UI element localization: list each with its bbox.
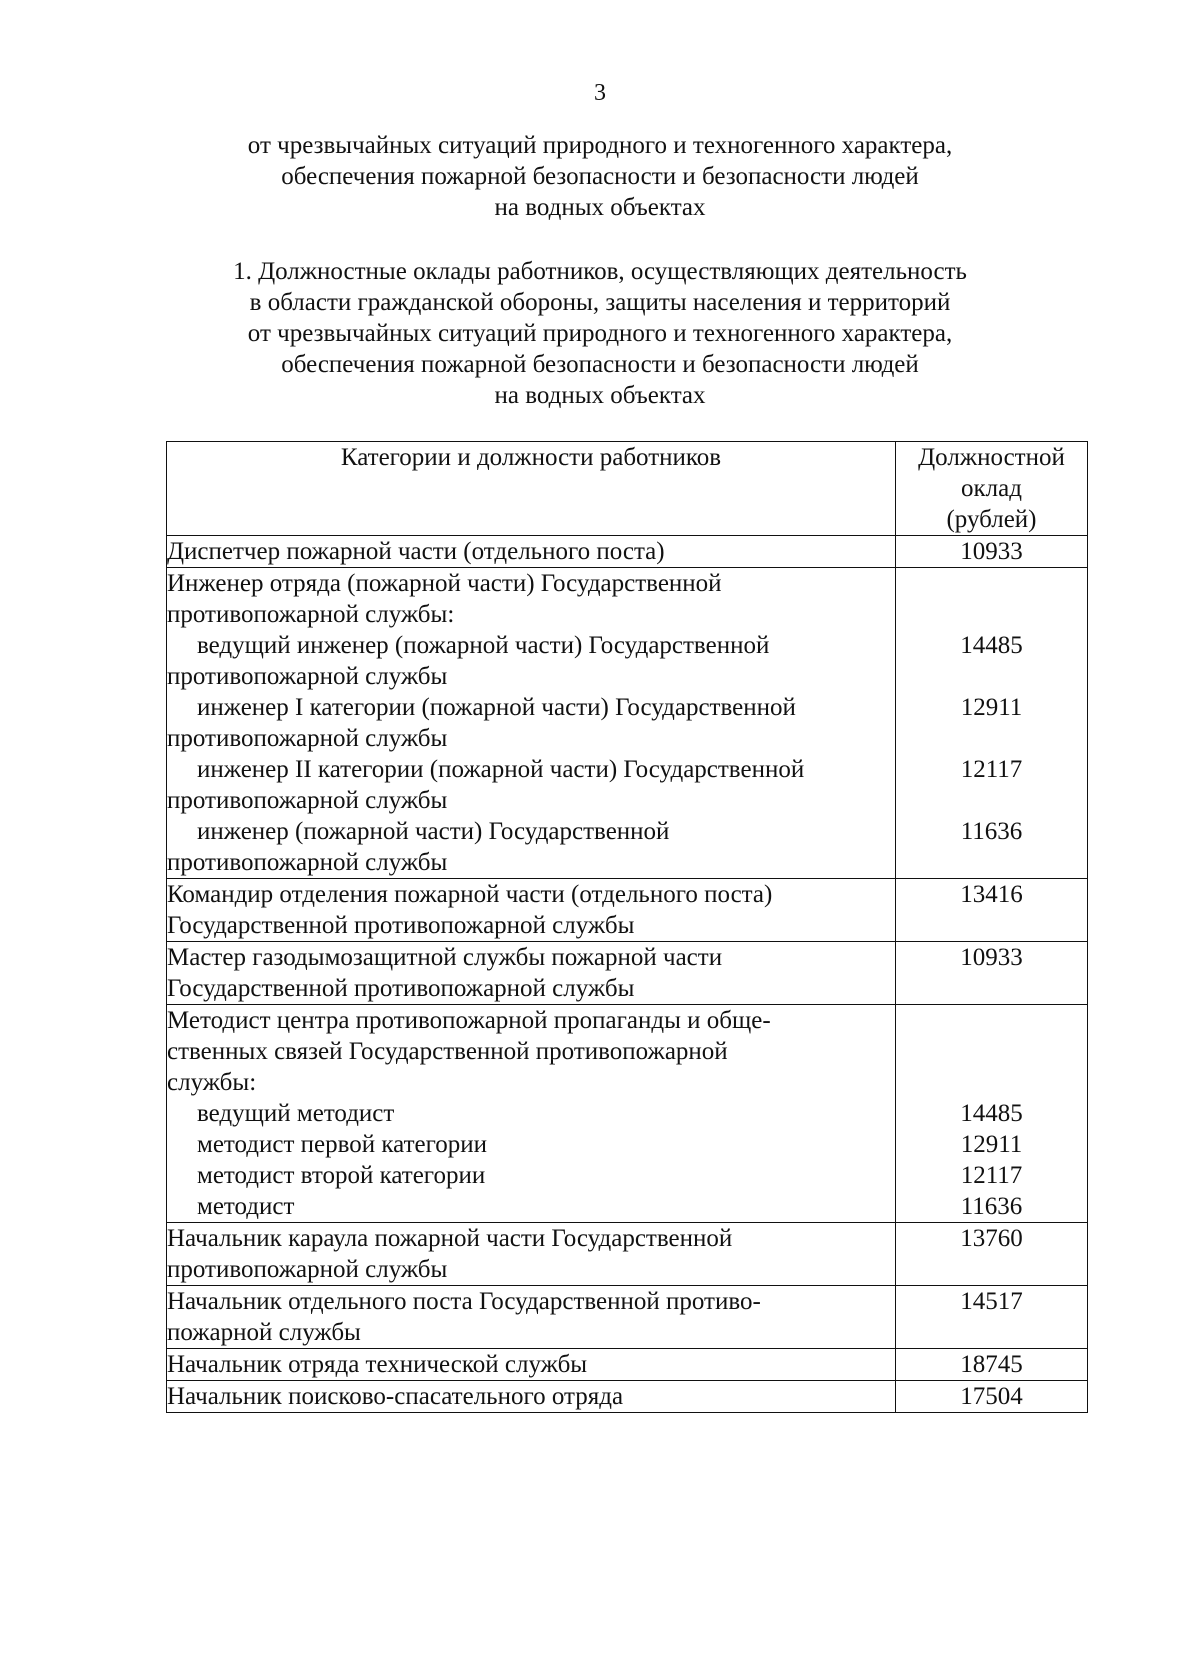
row-title: службы: xyxy=(167,1069,257,1096)
spacer xyxy=(896,723,1087,754)
row-title: Государственной противопожарной службы xyxy=(167,912,635,939)
sub-salary: 14485 xyxy=(960,632,1023,659)
sub-position: методист второй категории xyxy=(197,1162,486,1189)
row-title: противопожарной службы: xyxy=(167,601,455,628)
continued-heading xyxy=(0,130,1200,223)
sub-salary: 14485 xyxy=(960,1100,1023,1127)
row-title: Методист центра противопожарной пропаганды и обще- xyxy=(167,1007,771,1034)
row-category xyxy=(167,879,896,942)
table-row xyxy=(167,1381,1088,1413)
sub-salary: 12911 xyxy=(960,1131,1023,1158)
sub-position-cont: противопожарной службы xyxy=(167,787,448,814)
table-row xyxy=(167,1005,1088,1223)
section-title-line: в области гражданской обороны, защиты населения и территорий xyxy=(249,289,951,316)
table-row xyxy=(167,1286,1088,1349)
row-title: Начальник отряда технической службы xyxy=(167,1351,588,1378)
sub-position: ведущий методист xyxy=(197,1100,395,1127)
sub-position: методист xyxy=(197,1193,295,1220)
sub-position: инженер II категории (пожарной части) Государственной xyxy=(197,756,805,783)
section-title-line: от чрезвычайных ситуаций природного и техногенного характера, xyxy=(247,320,953,347)
spacer xyxy=(896,785,1087,816)
sub-salary: 11636 xyxy=(960,818,1023,845)
row-salary: 13416 xyxy=(895,879,1087,942)
spacer xyxy=(896,568,1087,599)
header-salary xyxy=(895,442,1087,536)
row-category xyxy=(167,1381,896,1413)
sub-salary: 12911 xyxy=(960,694,1023,721)
spacer xyxy=(896,1067,1087,1098)
row-salary: 10933 xyxy=(895,942,1087,1005)
row-salary: 17504 xyxy=(895,1381,1087,1413)
row-title: Начальник отдельного поста Государственной противо- xyxy=(167,1288,761,1315)
row-salary: 14517 xyxy=(895,1286,1087,1349)
row-category xyxy=(167,1349,896,1381)
row-title: пожарной службы xyxy=(167,1319,361,1346)
table-row xyxy=(167,568,1088,879)
sub-salary: 11636 xyxy=(960,1193,1023,1220)
sub-position: ведущий инженер (пожарной части) Государственной xyxy=(197,632,770,659)
spacer xyxy=(896,661,1087,692)
sub-position-cont: противопожарной службы xyxy=(167,725,448,752)
row-salary xyxy=(895,1005,1087,1223)
table-row xyxy=(167,942,1088,1005)
row-title: Командир отделения пожарной части (отдельного поста) xyxy=(167,881,773,908)
heading-line: обеспечения пожарной безопасности и безопасности людей xyxy=(281,163,919,190)
sub-position: инженер (пожарной части) Государственной xyxy=(197,818,670,845)
section-title-line: на водных объектах xyxy=(494,382,706,409)
page-number: 3 xyxy=(594,80,606,106)
spacer xyxy=(896,1005,1087,1036)
section-title-line: 1. Должностные оклады работников, осуществляющих деятельность xyxy=(233,258,967,285)
header-salary-line: оклад xyxy=(961,475,1022,502)
table-row xyxy=(167,1223,1088,1286)
row-category xyxy=(167,1286,896,1349)
table-row xyxy=(167,1349,1088,1381)
spacer xyxy=(896,1036,1087,1067)
spacer xyxy=(896,599,1087,630)
row-salary: 13760 xyxy=(895,1223,1087,1286)
table-row xyxy=(167,879,1088,942)
row-category xyxy=(167,1005,896,1223)
sub-position-cont: противопожарной службы xyxy=(167,663,448,690)
row-category xyxy=(167,942,896,1005)
sub-salary: 12117 xyxy=(960,756,1023,783)
header-category: Категории и должности работников xyxy=(167,442,896,536)
row-salary xyxy=(895,568,1087,879)
row-title: Государственной противопожарной службы xyxy=(167,975,635,1002)
row-salary: 18745 xyxy=(895,1349,1087,1381)
header-salary-line: (рублей) xyxy=(946,506,1037,533)
heading-line: от чрезвычайных ситуаций природного и техногенного характера, xyxy=(247,132,953,159)
row-title: противопожарной службы xyxy=(167,1256,448,1283)
sub-salary: 12117 xyxy=(960,1162,1023,1189)
row-title: Начальник поисково-спасательного отряда xyxy=(167,1383,624,1410)
salary-table xyxy=(166,441,1088,1413)
row-title: Мастер газодымозащитной службы пожарной части xyxy=(167,944,723,971)
row-title: Начальник караула пожарной части Государственной xyxy=(167,1225,733,1252)
row-category xyxy=(167,536,896,568)
heading-line: на водных объектах xyxy=(494,194,706,221)
section-title xyxy=(0,256,1200,411)
header-salary-line: Должностной xyxy=(918,444,1065,471)
row-title: Диспетчер пожарной части (отдельного поста) xyxy=(167,538,665,565)
sub-position: методист первой категории xyxy=(197,1131,488,1158)
table-header-row xyxy=(167,442,1088,536)
row-category xyxy=(167,1223,896,1286)
section-title-line: обеспечения пожарной безопасности и безопасности людей xyxy=(281,351,919,378)
table-row xyxy=(167,536,1088,568)
row-salary: 10933 xyxy=(895,536,1087,568)
row-title: Инженер отряда (пожарной части) Государственной xyxy=(167,570,722,597)
row-title: ственных связей Государственной противопожарной xyxy=(167,1038,728,1065)
sub-position-cont: противопожарной службы xyxy=(167,849,448,876)
row-category xyxy=(167,568,896,879)
sub-position: инженер I категории (пожарной части) Государственной xyxy=(197,694,796,721)
